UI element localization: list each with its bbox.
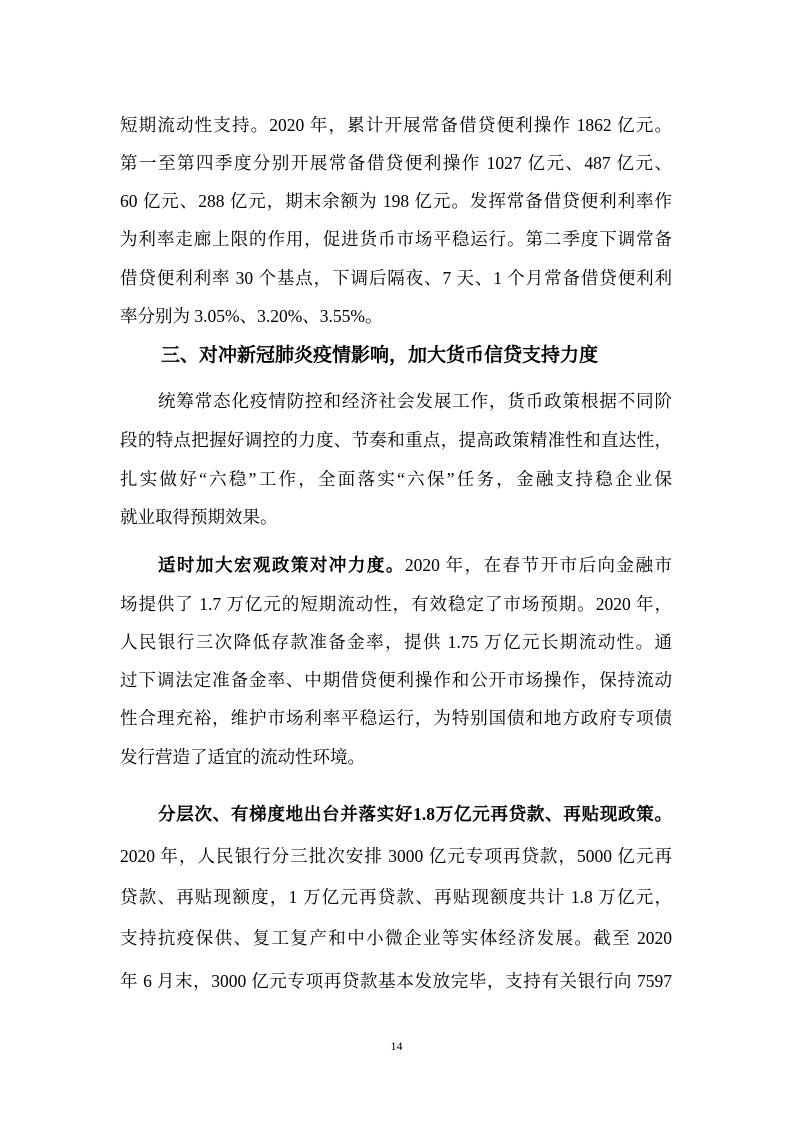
bold-lead: 分层次、有梯度地出台并落实好1.8万亿元再贷款、再贴现政策。 (158, 804, 672, 824)
bold-lead: 适时加大宏观政策对冲力度。 (158, 555, 405, 575)
text-line: 扎实做好“六稳”工作，全面落实“六保”任务，金融支持稳企业保 (120, 469, 672, 489)
page-number: 14 (390, 1039, 403, 1053)
text-line: 年 6 月末，3000 亿元专项再贷款基本发放完毕，支持有关银行向 7597 (120, 971, 672, 991)
text-line: 支持抗疫保供、复工复产和中小微企业等实体经济发展。截至 2020 (120, 928, 672, 948)
text-line: 借贷便利利率 30 个基点，下调后隔夜、7 天、1 个月常备借贷便利利 (120, 268, 672, 288)
section-heading: 三、对冲新冠肺炎疫情影响，加大货币信贷支持力度 (161, 344, 599, 366)
text-line: 人民银行三次降低存款准备金率，提供 1.75 万亿元长期流动性。通 (120, 632, 672, 652)
text-line: 发行营造了适宜的流动性环境。 (120, 747, 365, 767)
text-line: 段的特点把握好调控的力度、节奏和重点，提高政策精准性和直达性， (120, 430, 672, 450)
text-span: 2020 年，在春节开市后向金融市 (404, 555, 673, 575)
text-line: 统筹常态化疫情防控和经济社会发展工作，货币政策根据不同阶 (158, 391, 672, 411)
text-line: 场提供了 1.7 万亿元的短期流动性，有效稳定了市场预期。2020 年， (120, 594, 672, 614)
text-line: 就业取得预期效果。 (120, 507, 278, 527)
text-line: 贷款、再贴现额度，1 万亿元再贷款、再贴现额度共计 1.8 万亿元， (120, 887, 672, 907)
text-line: 率分别为 3.05%、3.20%、3.55%。 (120, 306, 383, 326)
text-line: 2020 年，人民银行分三批次安排 3000 亿元专项再贷款，5000 亿元再 (120, 846, 672, 866)
text-line: 为利率走廊上限的作用，促进货币市场平稳运行。第二季度下调常备 (120, 229, 672, 249)
text-line: 60 亿元、288 亿元，期末余额为 198 亿元。发挥常备借贷便利利率作 (120, 191, 672, 211)
text-line: 过下调法定准备金率、中期借贷便利操作和公开市场操作，保持流动 (120, 670, 672, 690)
text-line: 性合理充裕，维护市场利率平稳运行，为特别国债和地方政府专项债 (120, 708, 672, 728)
text-line: 第一至第四季度分别开展常备借贷便利操作 1027 亿元、487 亿元、 (120, 153, 672, 173)
text-line (158, 553, 672, 577)
text-line: 短期流动性支持。2020 年，累计开展常备借贷便利操作 1862 亿元。 (120, 115, 672, 135)
